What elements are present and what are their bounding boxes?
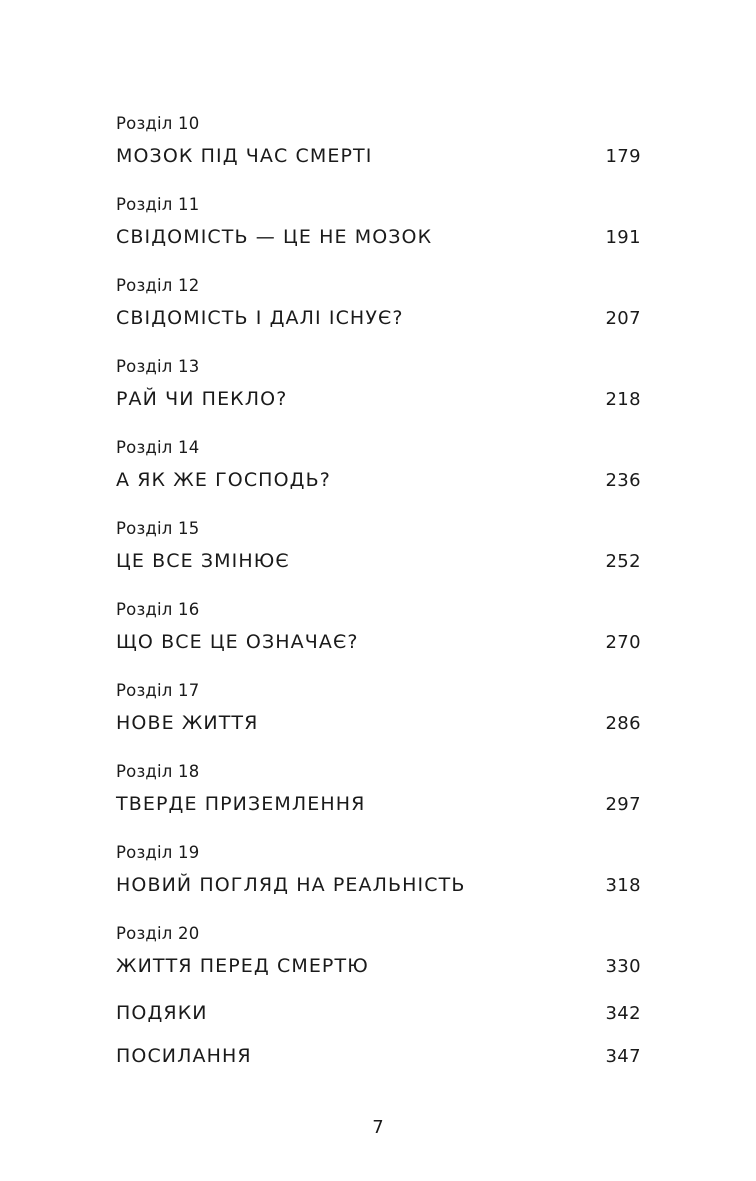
page-number: 191 xyxy=(605,227,641,248)
page-number: 318 xyxy=(605,875,641,896)
chapter-title: НОВЕ ЖИТТЯ xyxy=(116,712,259,734)
chapter-title-row xyxy=(116,387,641,412)
chapter-title: ТВЕРДЕ ПРИЗЕМЛЕННЯ xyxy=(116,793,366,815)
chapter-title-row xyxy=(116,225,641,250)
toc-entry-chapter-17[interactable] xyxy=(116,681,641,762)
toc-entry-chapter-14[interactable] xyxy=(116,438,641,519)
chapter-title-row xyxy=(116,954,641,979)
chapter-title: А ЯК ЖЕ ГОСПОДЬ? xyxy=(116,469,331,491)
toc-entry-chapter-11[interactable] xyxy=(116,195,641,276)
chapter-title: ЩО ВСЕ ЦЕ ОЗНАЧАЄ? xyxy=(116,631,359,653)
page-number: 286 xyxy=(605,713,641,734)
chapter-title-row xyxy=(116,711,641,736)
chapter-number-label: Розділ 11 xyxy=(116,195,200,214)
chapter-title: ЦЕ ВСЕ ЗМІНЮЄ xyxy=(116,550,290,572)
page-number: 252 xyxy=(605,551,641,572)
chapter-title-row xyxy=(116,792,641,817)
chapter-number-label: Розділ 15 xyxy=(116,519,200,538)
chapter-title: МОЗОК ПІД ЧАС СМЕРТІ xyxy=(116,145,373,167)
chapter-number-label: Розділ 20 xyxy=(116,924,200,943)
page-number: 207 xyxy=(605,308,641,329)
chapter-number-label: Розділ 10 xyxy=(116,114,200,133)
page-number: 297 xyxy=(605,794,641,815)
toc-entry-references[interactable] xyxy=(116,1044,641,1087)
page-folio: 7 xyxy=(372,1117,384,1138)
page-number: 347 xyxy=(605,1046,641,1067)
toc-entry-chapter-13[interactable] xyxy=(116,357,641,438)
chapter-title-row xyxy=(116,468,641,493)
chapter-title: РАЙ ЧИ ПЕКЛО? xyxy=(116,388,288,410)
chapter-number-label: Розділ 14 xyxy=(116,438,200,457)
chapter-number-label: Розділ 17 xyxy=(116,681,200,700)
table-of-contents xyxy=(116,114,641,1005)
toc-entry-chapter-15[interactable] xyxy=(116,519,641,600)
chapter-title-row xyxy=(116,144,641,169)
page-number: 218 xyxy=(605,389,641,410)
chapter-title-row xyxy=(116,873,641,898)
page-number: 270 xyxy=(605,632,641,653)
toc-entry-chapter-19[interactable] xyxy=(116,843,641,924)
toc-entry-chapter-16[interactable] xyxy=(116,600,641,681)
section-title: ПОДЯКИ xyxy=(116,1002,208,1024)
toc-back-matter xyxy=(116,1001,641,1087)
chapter-title-row xyxy=(116,549,641,574)
chapter-title: ЖИТТЯ ПЕРЕД СМЕРТЮ xyxy=(116,955,369,977)
chapter-number-label: Розділ 16 xyxy=(116,600,200,619)
page-number: 330 xyxy=(605,956,641,977)
toc-entry-chapter-12[interactable] xyxy=(116,276,641,357)
chapter-title: НОВИЙ ПОГЛЯД НА РЕАЛЬНІСТЬ xyxy=(116,874,466,896)
chapter-number-label: Розділ 12 xyxy=(116,276,200,295)
chapter-number-label: Розділ 18 xyxy=(116,762,200,781)
chapter-title-row xyxy=(116,306,641,331)
page-number: 342 xyxy=(605,1003,641,1024)
toc-entry-chapter-10[interactable] xyxy=(116,114,641,195)
chapter-number-label: Розділ 19 xyxy=(116,843,200,862)
page-number: 179 xyxy=(605,146,641,167)
toc-entry-chapter-18[interactable] xyxy=(116,762,641,843)
chapter-title: СВІДОМІСТЬ І ДАЛІ ІСНУЄ? xyxy=(116,307,404,329)
page-number: 236 xyxy=(605,470,641,491)
toc-entry-acknowledgments[interactable] xyxy=(116,1001,641,1044)
chapter-number-label: Розділ 13 xyxy=(116,357,200,376)
toc-entry-chapter-20[interactable] xyxy=(116,924,641,1005)
chapter-title-row xyxy=(116,630,641,655)
chapter-title: СВІДОМІСТЬ — ЦЕ НЕ МОЗОК xyxy=(116,226,433,248)
section-title: ПОСИЛАННЯ xyxy=(116,1045,252,1067)
